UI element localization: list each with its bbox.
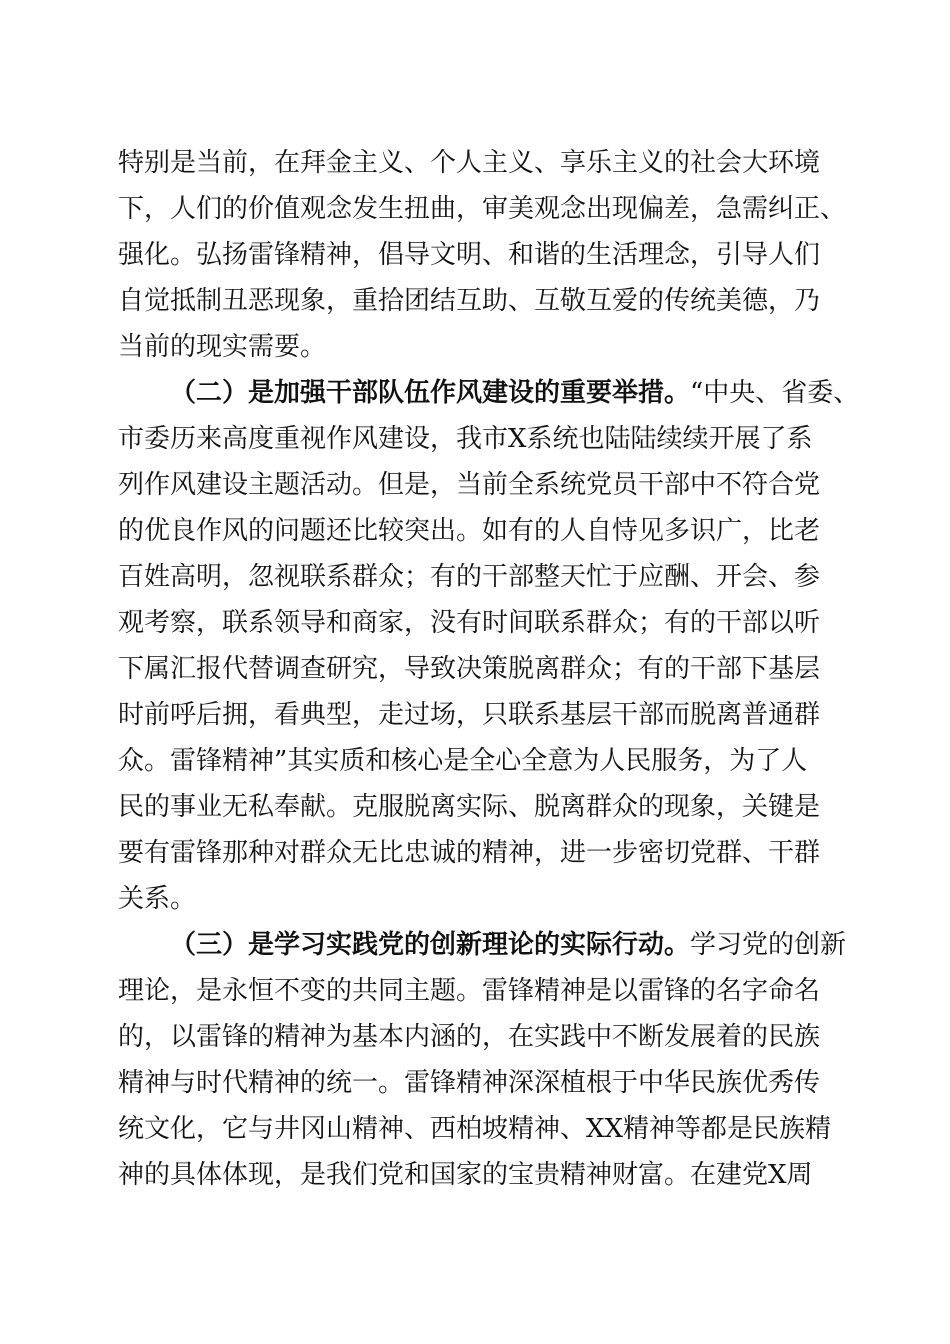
text-run: 学习党的创新: [690, 930, 847, 960]
text-line: 市委历来高度重视作风建设，我市X系统也陆陆续续开展了系: [118, 424, 813, 454]
text-line: 众。雷锋精神”其实质和核心是全心全意为人民服务，为了人: [118, 746, 808, 776]
text-line: 列作风建设主题活动。但是，当前全系统党员干部中不符合党: [118, 470, 821, 500]
section-heading: （三）是学习实践党的创新理论的实际行动。: [170, 930, 691, 960]
text-line: 民的事业无私奉献。克服脱离实际、脱离群众的现象，关键是: [118, 792, 821, 822]
text-line: 观考察，联系领导和商家，没有时间联系群众；有的干部以听: [118, 608, 821, 638]
text-line: 当前的现实需要。: [118, 332, 327, 362]
text-line: 强化。弘扬雷锋精神，倡导文明、和谐的生活理念，引导人们: [118, 240, 821, 270]
section-heading: （二）是加强干部队伍作风建设的重要举措。: [170, 378, 691, 408]
text-line: 的优良作风的问题还比较突出。如有的人自恃见多识广，比老: [118, 516, 821, 546]
text-line: 神的具体体现，是我们党和国家的宝贵精神财富。在建党X周: [118, 1160, 813, 1190]
text-line: 特别是当前，在拜金主义、个人主义、享乐主义的社会大环境: [118, 148, 821, 178]
paragraph-3: [118, 922, 847, 1198]
text-line: 百姓高明，忽视联系群众；有的干部整天忙于应酬、开会、参: [118, 562, 821, 592]
document-body: [118, 140, 860, 1198]
text-line: 精神与时代精神的统一。雷锋精神深深植根于中华民族优秀传: [118, 1068, 821, 1098]
text-line: 下属汇报代替调查研究，导致决策脱离群众；有的干部下基层: [118, 654, 821, 684]
text-line: 时前呼后拥，看典型，走过场，只联系基层干部而脱离普通群: [118, 700, 821, 730]
text-line: 下，人们的价值观念发生扭曲，审美观念出现偏差，急需纠正、: [118, 194, 847, 224]
text-line: 的，以雷锋的精神为基本内涵的，在实践中不断发展着的民族: [118, 1022, 821, 1052]
text-line: 关系。: [118, 884, 197, 914]
text-line: 自觉抵制丑恶现象，重拾团结互助、互敬互爱的传统美德，乃: [118, 286, 821, 316]
text-line: 要有雷锋那种对群众无比忠诚的精神，进一步密切党群、干群: [118, 838, 821, 868]
text-line: 理论，是永恒不变的共同主题。雷锋精神是以雷锋的名字命名: [118, 976, 821, 1006]
text-line: 统文化，它与井冈山精神、西柏坡精神、XX精神等都是民族精: [118, 1114, 832, 1144]
paragraph-first-line: [118, 922, 847, 968]
text-run: “中央、省委、: [690, 378, 860, 408]
paragraph-1: [118, 140, 847, 370]
paragraph-2: [118, 370, 860, 922]
paragraph-first-line: [118, 370, 860, 416]
